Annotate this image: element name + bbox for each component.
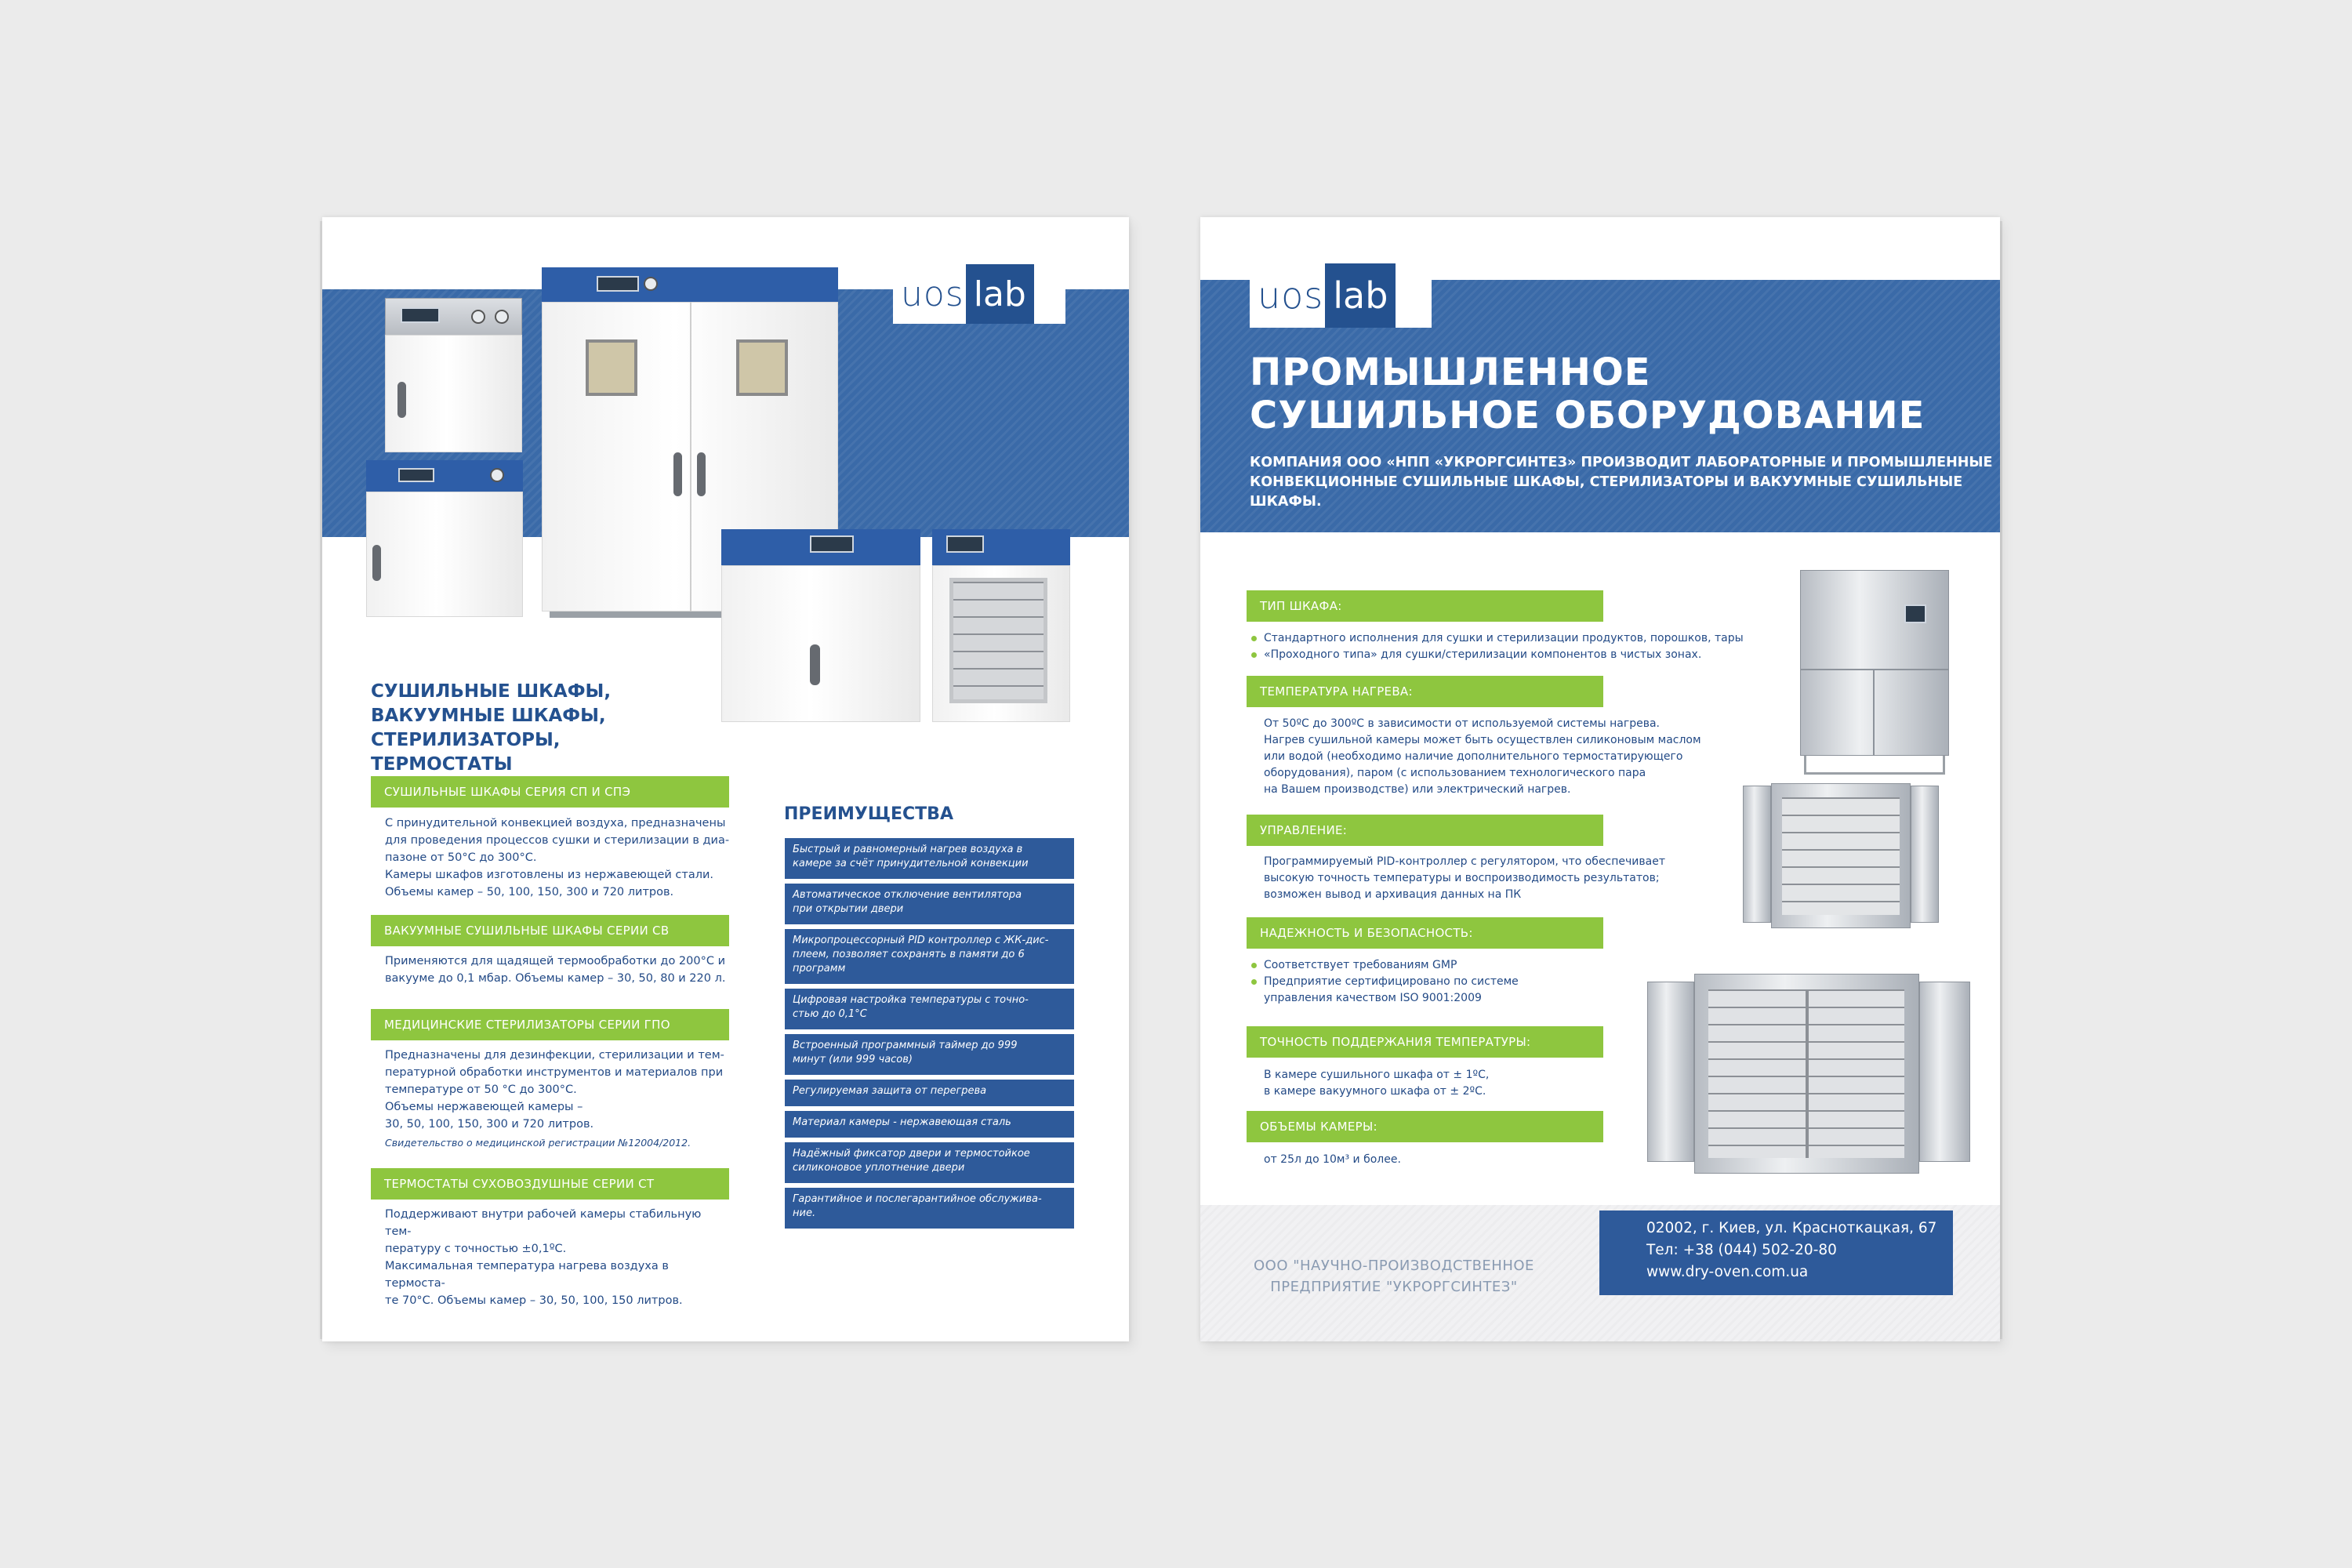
open-door-right [1911,786,1939,923]
list-item: Предприятие сертифицировано по системе управления качеством ISO 9001:2009 [1247,974,1592,1007]
handle-icon [673,452,682,496]
spec-text-accuracy: В камере сушильного шкафа от ± 1ºС, в камере вакуумного шкафа от ± 2ºС. [1264,1069,1490,1098]
spec-heading-cabinet-type: ТИП ШКАФА: [1247,590,1603,622]
left-title: СУШИЛЬНЫЕ ШКАФЫ, ВАКУУМНЫЕ ШКАФЫ, СТЕРИЛИЗАТОРЫ, ТЕРМОСТАТЫ [371,681,612,775]
list-item: «Проходного типа» для сушки/стерилизации компонентов в чистых зонах. [1247,647,1764,663]
advantage-item: Гарантийное и послегарантийное обслужива- ние. [785,1188,1074,1229]
section-text-drying-cabinets: С принудительной конвекцией воздуха, предназначены для проведения процессов сушки и стерилизации в диа- пазоне от 50°С до 300°С. Камеры шкафов изготовлены из нержавеющей стали. Объемы камер – 50, 100, 150, 300 и 720 литров. [385,817,730,898]
left-brochure-page [322,217,1129,1341]
chamber-interior [1782,797,1900,915]
display-icon [401,307,440,323]
rack-divider [1806,989,1809,1158]
chamber-interior [949,578,1047,703]
knob-icon [644,277,658,291]
knob-icon [471,310,485,324]
display-icon [597,276,639,292]
display-icon [810,535,854,553]
section-heading-thermostats: ТЕРМОСТАТЫ СУХОВОЗДУШНЫЕ СЕРИИ СТ [371,1168,729,1200]
contact-website[interactable]: www.dry-oven.com.ua [1646,1264,1809,1280]
advantage-item: Материал камеры - нержавеющая сталь [785,1111,1074,1138]
section-heading-drying-cabinets: СУШИЛЬНЫЕ ШКАФЫ СЕРИЯ СП И СПЭ [371,776,729,808]
spec-heading-safety: НАДЕЖНОСТЬ И БЕЗОПАСНОСТЬ: [1247,917,1603,949]
section-text-sterilizers: Предназначены для дезинфекции, стерилизации и тем- пературной обработки инструментов и материалов при температуре от 50 °С до 300°С. Объемы нержавеющей камеры – 30, 50, 100, 150, 300 и 720 литров. [385,1049,724,1131]
certificate-note: Свидетельство о медицинской регистрации №12004/2012. [385,1137,691,1149]
door-window [736,339,788,396]
cabinet-small-bottom [366,492,523,617]
right-brochure-page [1200,217,2000,1341]
advantage-item: Цифровая настройка температуры с точно- стью до 0,1°С [785,989,1074,1029]
advantage-item: Встроенный программный таймер до 999 минут (или 999 часов) [785,1034,1074,1075]
advantages-title: ПРЕИМУЩЕСТВА [784,804,953,824]
spec-heading-control: УПРАВЛЕНИЕ: [1247,815,1603,846]
advantage-item: Надёжный фиксатор двери и термостойкое силиконовое уплотнение двери [785,1142,1074,1183]
open-door-left [1743,786,1771,923]
list-item: Соответствует требованиям GMP [1247,957,1592,974]
display-icon [946,535,984,553]
handle-icon [697,452,706,496]
door-split [690,302,691,612]
section-heading-vacuum-cabinets: ВАКУУМНЫЕ СУШИЛЬНЫЕ ШКАФЫ СЕРИИ СВ [371,915,729,946]
spec-list-cabinet-type [1247,630,1764,663]
equipment-lower-module [1800,670,1949,756]
logo-text-uos: uos [1258,274,1324,317]
spec-text-control: Программируемый PID-контроллер с регулятором, что обеспечивает высокую точность температуры и воспроизводимость результатов; возможен вывод и архивация данных на ПК [1264,855,1665,901]
advantage-item: Быстрый и равномерный нагрев воздуха в камере за счёт принудительной конвекции [785,838,1074,879]
knob-icon [490,468,504,482]
contact-box [1599,1210,1953,1295]
door-split [1873,670,1875,756]
contact-phone: Тел: +38 (044) 502-20-80 [1646,1242,1837,1258]
advantage-item: Микропроцессорный PID контроллер с ЖК-дис- плеем, позволяет сохранять в памяти до 6 программ [785,929,1074,984]
display-icon [398,468,434,482]
spec-list-safety [1247,957,1592,1007]
cabinet-front [721,565,920,722]
open-door-right [1919,982,1970,1162]
open-door-left [1647,982,1694,1162]
logo-text-lab: lab [966,264,1034,324]
advantage-item: Регулируемая защита от перегрева [785,1080,1074,1106]
equipment-frame [1804,756,1945,775]
handle-icon [372,545,381,581]
section-text-vacuum-cabinets: Применяются для щадящей термообработки до 200°С и вакууме до 0,1 мбар. Объемы камер – 30, 50, 80 и 220 л. [385,955,726,985]
equipment-upper-module [1800,570,1949,670]
uoslab-logo [893,264,1065,324]
spec-text-volume: от 25л до 10м³ и более. [1264,1153,1401,1166]
handle-icon [810,644,820,685]
company-intro: КОМПАНИЯ ООО «НПП «УКРОРГСИНТЕЗ» ПРОИЗВОДИТ ЛАБОРАТОРНЫЕ И ПРОМЫШЛЕННЫЕ КОНВЕКЦИОННЫЕ СУШИЛЬНЫЕ ШКАФЫ, СТЕРИЛИЗАТОРЫ И ВАКУУМНЫЕ СУШИЛЬНЫЕ ШКАФЫ. [1250,455,1993,510]
spec-heading-accuracy: ТОЧНОСТЬ ПОДДЕРЖАНИЯ ТЕМПЕРАТУРЫ: [1247,1026,1603,1058]
section-heading-sterilizers: МЕДИЦИНСКИЕ СТЕРИЛИЗАТОРЫ СЕРИИ ГПО [371,1009,729,1040]
page-headline: ПРОМЫШЛЕННОЕ СУШИЛЬНОЕ ОБОРУДОВАНИЕ [1250,350,1926,437]
advantage-item: Автоматическое отключение вентилятора при открытии двери [785,884,1074,924]
knob-icon [495,310,509,324]
company-name: ООО "НАУЧНО-ПРОИЗВОДСТВЕННОЕ ПРЕДПРИЯТИЕ "УКРОРГСИНТЕЗ" [1254,1258,1534,1295]
unit-control-panel [542,267,838,302]
door-window [586,339,637,396]
logo-text-uos: uos [901,274,964,314]
contact-address: 02002, г. Киев, ул. Красноткацкая, 67 [1646,1220,1937,1236]
logo-text-lab: lab [1325,263,1396,328]
list-item: Стандартного исполнения для сушки и стерилизации продуктов, порошков, тары [1247,630,1764,647]
display-icon [1904,604,1926,623]
section-text-thermostats: Поддерживают внутри рабочей камеры стабильную тем- пературу с точностью ±0,1ºС. Максимальная температура нагрева воздуха в термоста- те 70°С. Объемы камер – 30, 50, 100, 150 литров. [385,1208,702,1307]
uoslab-logo [1250,263,1432,328]
spec-heading-volume: ОБЪЕМЫ КАМЕРЫ: [1247,1111,1603,1142]
handle-icon [397,382,406,418]
spec-heading-temperature: ТЕМПЕРАТУРА НАГРЕВА: [1247,676,1603,707]
spec-text-temperature: От 50ºС до 300ºС в зависимости от используемой системы нагрева. Нагрев сушильной камеры может быть осуществлен силиконовым маслом или водой (необходимо наличие дополнительного термостатирующего оборудования), паром (с использованием технологического пара на Вашем производстве) или электрический нагрев. [1264,717,1701,796]
